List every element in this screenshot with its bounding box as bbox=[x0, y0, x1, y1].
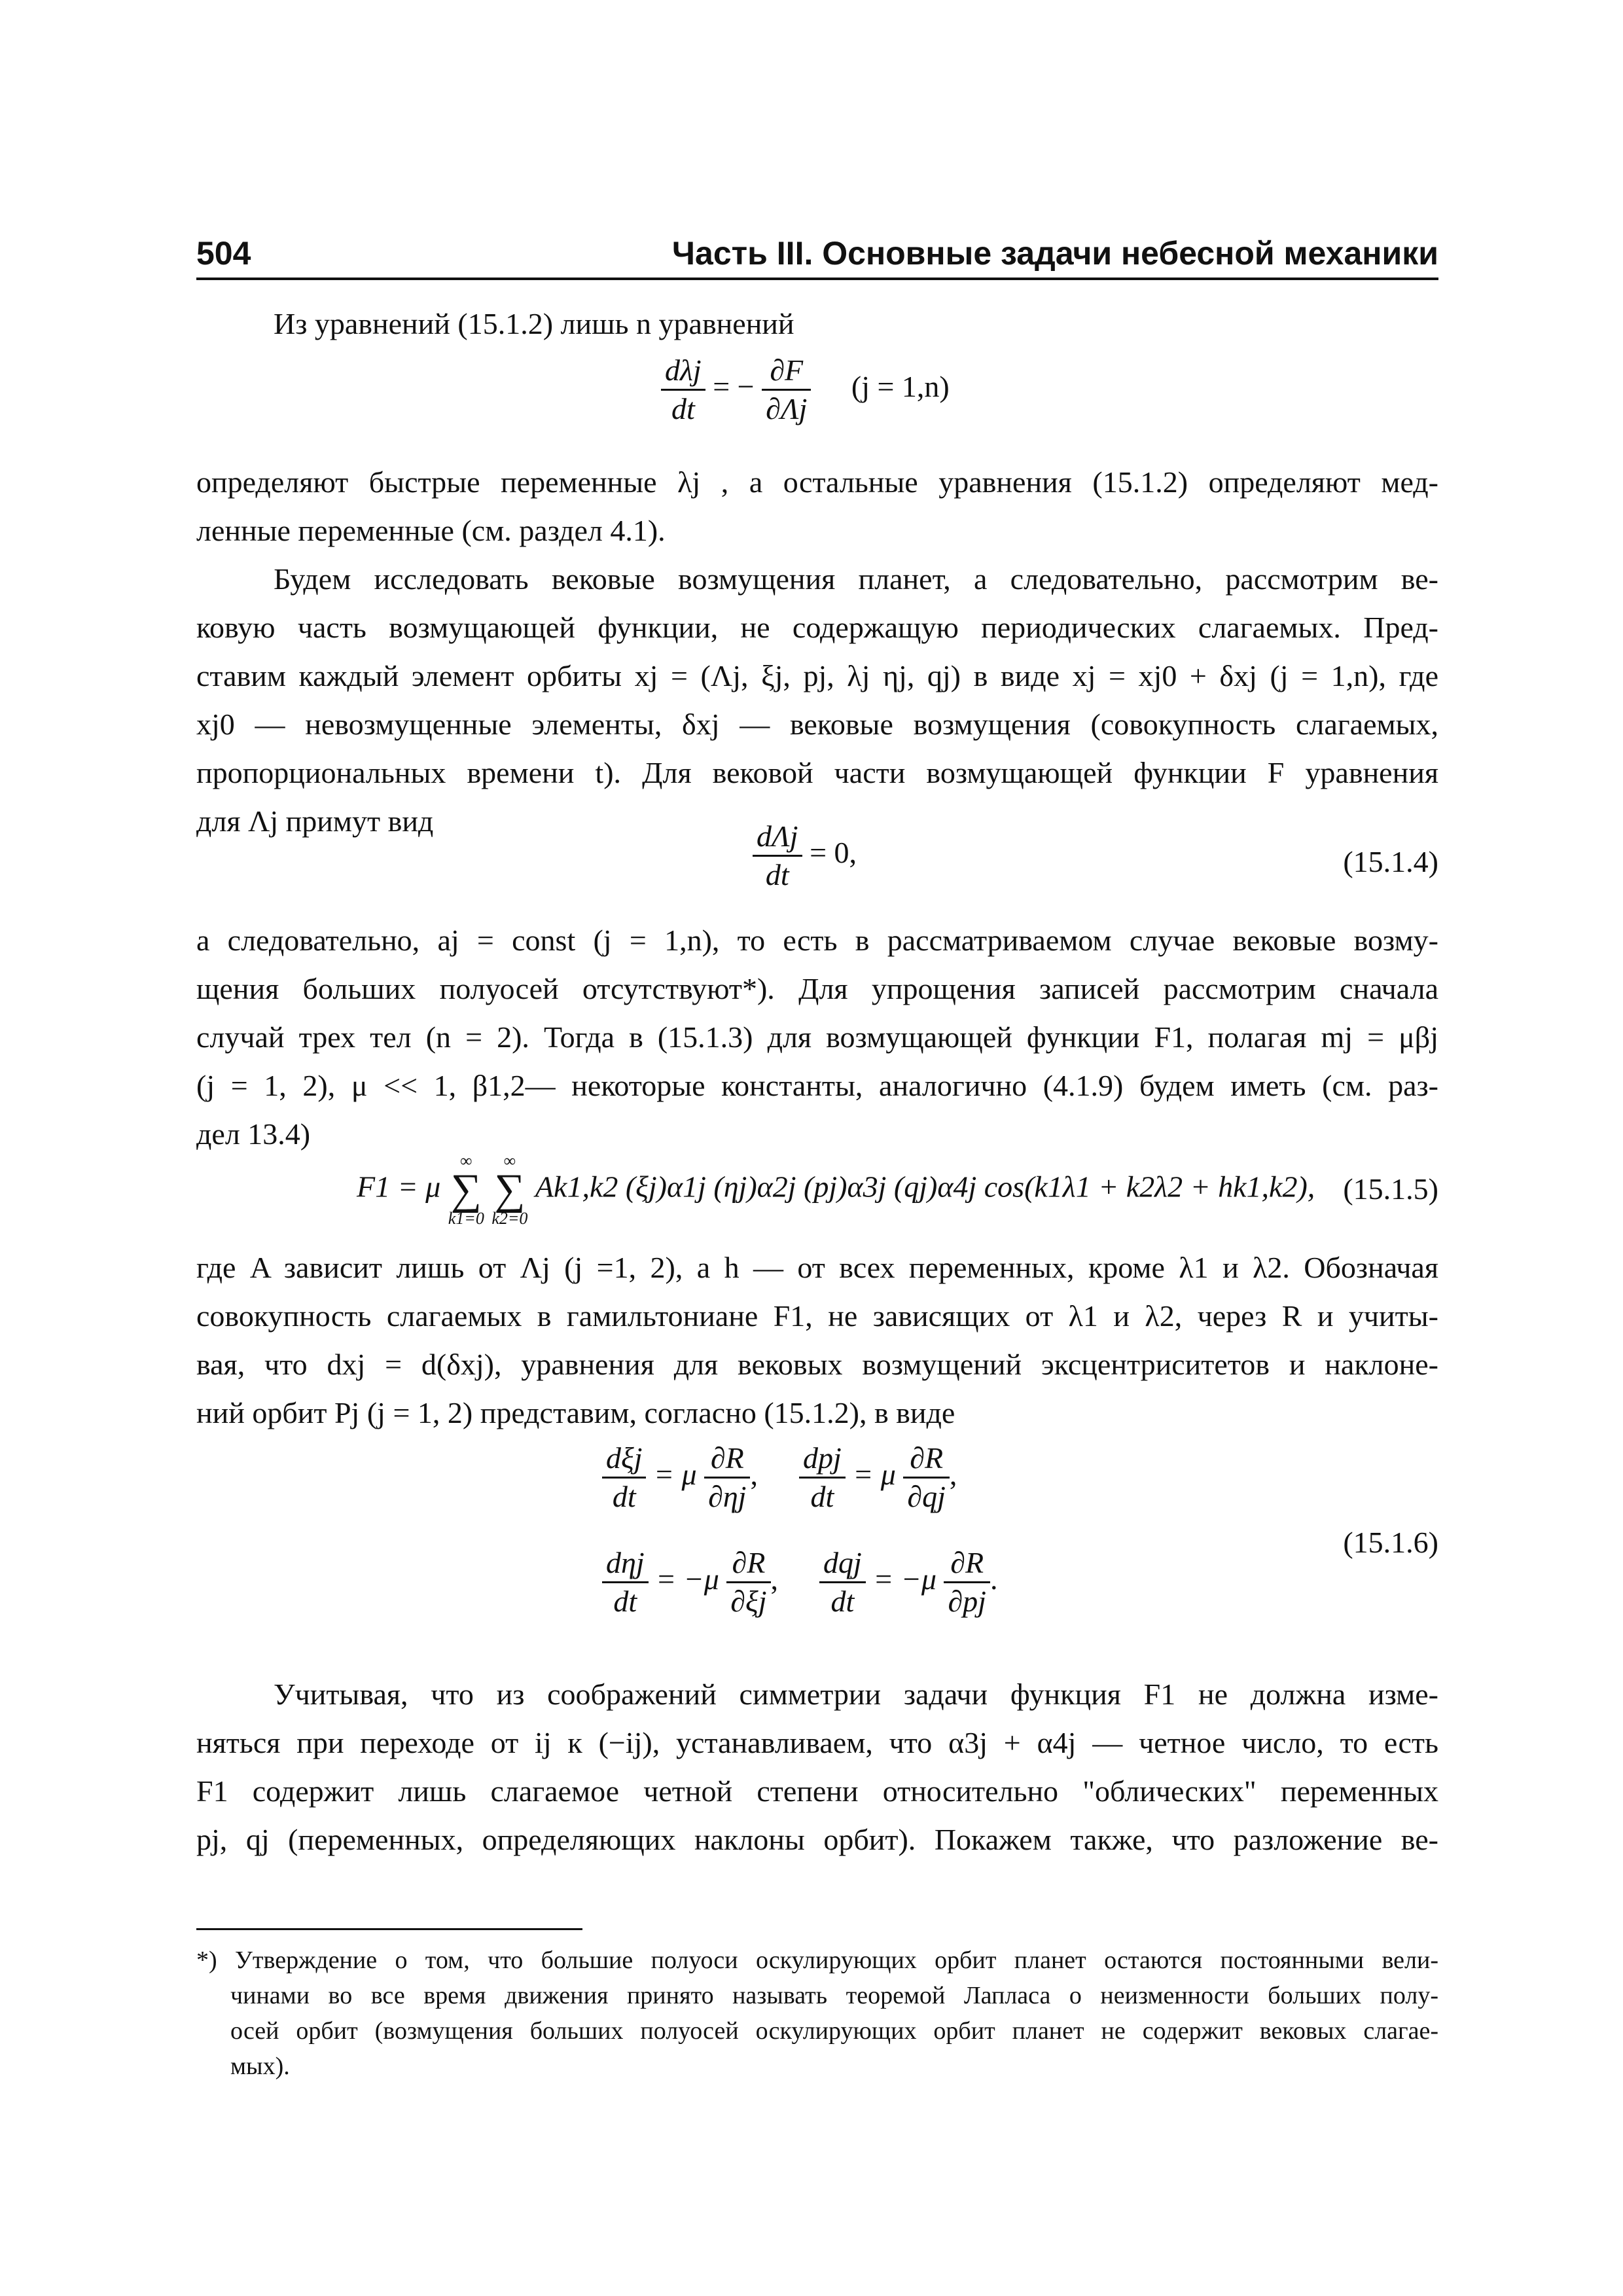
paragraph-4: где A зависит лишь от Λj (j =1, 2), а h — от всех переменных, кроме λ1 и λ2. Обозначая совокупность слагаемых в гамильтониане F1, не зависящих от λ1 и λ2, через R и учиты- вая, что dxj = d(δxj), уравнения для вековых возмущений эксцентриситетов и наклоне- ний орбит Pj (j = 1, 2) представим, согласно (15.1.2), в виде bbox=[196, 1251, 1438, 1429]
chapter-title: Часть III. Основные задачи небесной механики bbox=[671, 235, 1438, 272]
equation-label-15-1-6: (15.1.6) bbox=[1343, 1526, 1438, 1559]
sum-k2: ∞ ∑ k2=0 bbox=[491, 1151, 528, 1228]
footnote: *) Утверждение о том, что большие полуоси оскулирующих орбит планет остаются постоянными вели- чинами во все время движения принято называть теоремой Лапласа о неизменности больших полу- осей орбит (возмущения больших полуосей оскулирующих орбит планет не содержит вековых слагае- мых). bbox=[196, 1946, 1438, 2080]
equation-fast-variables: $\frac{\text{dλj}}{dt}$ = − $\frac{\partial F}{\partial\Lambda j}$ (j = 1,n) bbox=[661, 352, 950, 427]
header-rule bbox=[196, 278, 1438, 280]
running-header bbox=[196, 230, 1438, 276]
paragraph-5: Учитывая, что из соображений симметрии задачи функция F1 не должна изме- няться при переходе от ij к (−ij), устанавливаем, что α3j + α4j — четное число, то есть F1 содержит лишь слагаемое четной степени относительно "облических" переменных pj, qj (переменных, определяющих наклоны орбит). Покажем также, что разложение ве- bbox=[196, 1677, 1438, 1856]
equation-15-1-6-row1: $\frac{\text{dξj}}{dt}$ = μ $\frac{\partial R}{\partial\eta j}$ , $\frac{\text{dpj}}{dt}$ = μ $\frac{\partial R}{\partial qj}$ , bbox=[602, 1440, 957, 1515]
paragraph-2: Будем исследовать вековые возмущения планет, а следовательно, рассмотрим ве- ковую часть возмущающей функции, не содержащую периодических слагаемых. Пред- ставим каждый элемент орбиты xj = (Λj, ξj, pj, λj ηj, qj) в виде xj = xj0 + δxj (j = 1,n), где xj0 — невозмущенные элементы, δxj — вековые возмущения (совокупность слагаемых, пропорциональных времени t). Для вековой части возмущающей функции F уравнения для Λj примут вид bbox=[196, 562, 1438, 838]
equation-15-1-6-row2: $\frac{\text{dηj}}{dt}$ = −μ $\frac{\partial R}{\partial\xi j}$ , $\frac{\text{dqj}}{dt}$ = −μ $\frac{\partial R}{\partial pj}$ . bbox=[602, 1545, 997, 1620]
sum-k1: ∞ ∑ k1=0 bbox=[448, 1151, 484, 1228]
footnote-rule bbox=[196, 1928, 582, 1930]
equation-label-15-1-4: (15.1.4) bbox=[1343, 845, 1438, 878]
equation-15-1-5: F1 = μ ∞ ∑ k1=0 ∞ ∑ k2=0 Ak1,k2 (ξj)α1j (ηj)α2j (pj)α3j (qj)α4j cos(k1λ1 + k2λ2 + hk1,k2), bbox=[357, 1151, 1315, 1228]
equation-label-15-1-5: (15.1.5) bbox=[1343, 1172, 1438, 1206]
paragraph-3: а следовательно, aj = const (j = 1,n), то есть в рассматриваемом случае вековые возму- щения больших полуосей отсутствуют*). Для упрощения записей рассмотрим сначала случай трех тел (n = 2). Тогда в (15.1.3) для возмущающей функции F1, полагая mj = μβj (j = 1, 2), μ << 1, β1,2— некоторые константы, аналогично (4.1.9) будем иметь (см. раз- дел 13.4) bbox=[196, 924, 1438, 1151]
paragraph-1: определяют быстрые переменные λj , а остальные уравнения (15.1.2) определяют мед- ленные переменные (см. раздел 4.1). bbox=[196, 465, 1438, 547]
intro-text: Из уравнений (15.1.2) лишь n уравнений bbox=[274, 307, 794, 340]
intro-line bbox=[196, 300, 1438, 348]
equation-15-1-4: $\frac{\text{dΛj}}{dt}$ = 0, bbox=[753, 818, 857, 893]
page-number: 504 bbox=[196, 235, 251, 272]
